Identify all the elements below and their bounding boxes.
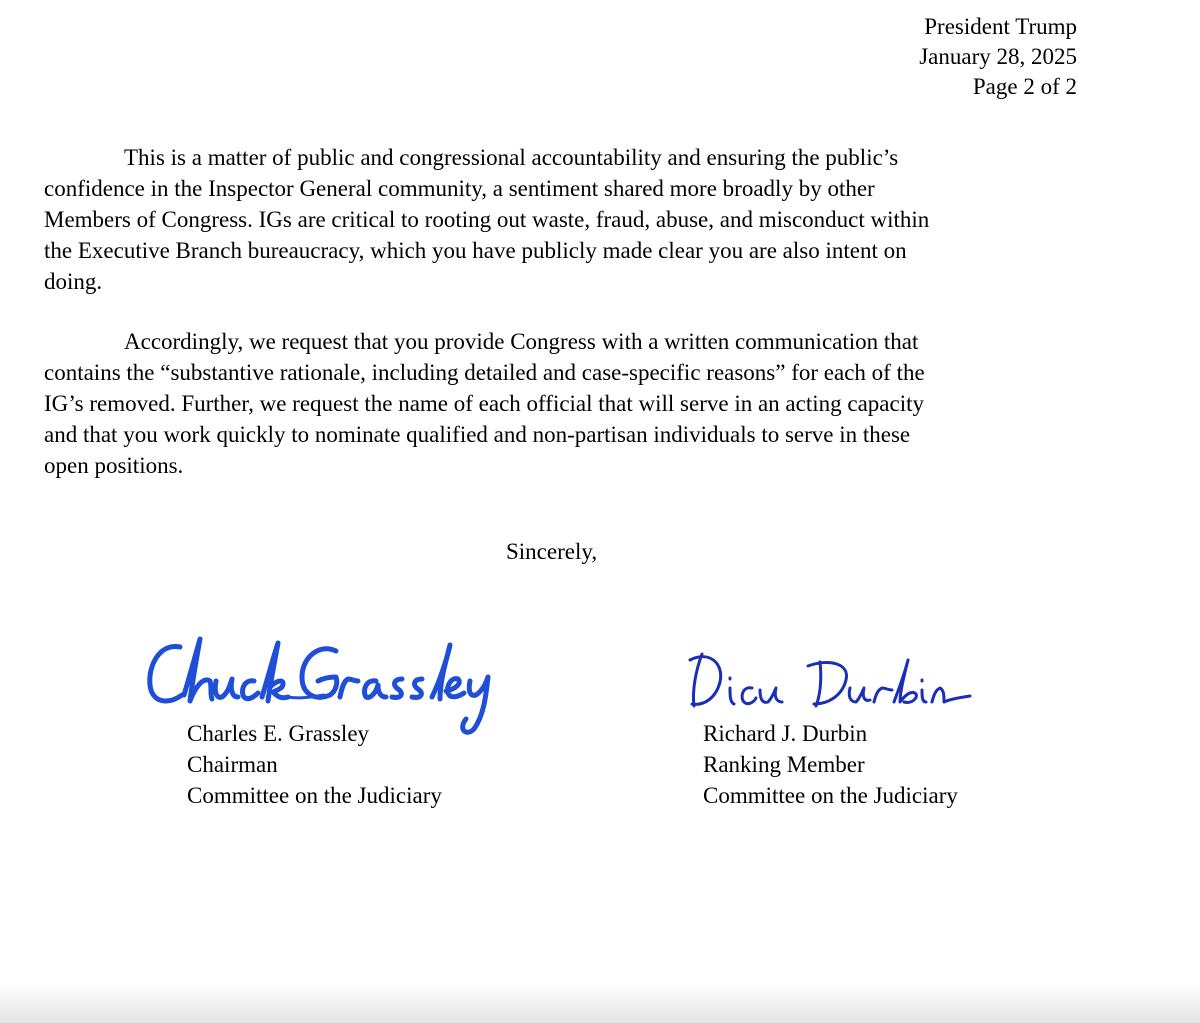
- paragraph-line: doing.: [44, 269, 103, 294]
- signer-name: Richard J. Durbin: [703, 721, 868, 746]
- durbin-signature: [680, 640, 980, 720]
- signer-committee: Committee on the Judiciary: [187, 783, 442, 808]
- signer-durbin: [703, 718, 958, 811]
- signer-title: Chairman: [187, 752, 278, 777]
- paragraph-line: confidence in the Inspector General community, a sentiment shared more broadly by other: [44, 176, 875, 201]
- paragraph-accountability: [44, 142, 1074, 297]
- letter-header: [919, 12, 1077, 102]
- paragraph-line: contains the “substantive rationale, including detailed and case-specific reasons” for each of the: [44, 360, 925, 385]
- paragraph-line: Members of Congress. IGs are critical to rooting out waste, fraud, abuse, and misconduct within: [44, 207, 930, 232]
- closing-salutation: Sincerely,: [506, 539, 598, 564]
- paragraph-line: open positions.: [44, 453, 184, 478]
- paragraph-line: and that you work quickly to nominate qualified and non-partisan individuals to serve in these: [44, 422, 911, 447]
- date-line: January 28, 2025: [919, 44, 1077, 69]
- paragraph-line: the Executive Branch bureaucracy, which you have publicly made clear you are also intent on: [44, 238, 907, 263]
- paragraph-line: IG’s removed. Further, we request the name of each official that will serve in an acting capacity: [44, 391, 924, 416]
- paragraph-line: This is a matter of public and congressional accountability and ensuring the public’s: [124, 145, 899, 170]
- signer-committee: Committee on the Judiciary: [703, 783, 958, 808]
- page-number: Page 2 of 2: [972, 74, 1077, 99]
- paragraph-line: Accordingly, we request that you provide Congress with a written communication that: [124, 329, 919, 354]
- signer-name: Charles E. Grassley: [187, 721, 370, 746]
- signer-grassley: [187, 718, 442, 811]
- recipient-line: President Trump: [924, 14, 1077, 39]
- paragraph-request: [44, 326, 1074, 481]
- page-bottom-shadow: [0, 983, 1200, 1023]
- signer-title: Ranking Member: [703, 752, 865, 777]
